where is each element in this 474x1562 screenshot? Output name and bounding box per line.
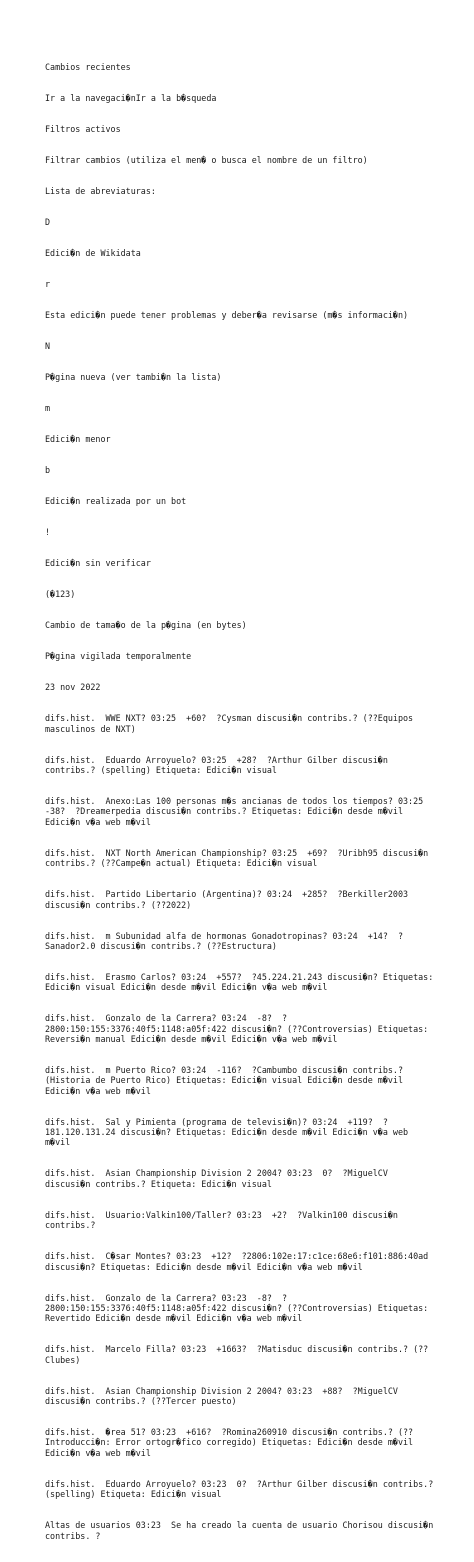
abbr-new-page-label: P�gina nueva (ver tambi�n la lista)	[45, 372, 222, 382]
active-filters-heading: Filtros activos	[45, 123, 121, 134]
change-entry[interactable]: difs.hist. NXT North American Championship? 03:25 +69? ?Uribh95 discusi�n contribs.? (??Campe�n actual) Etiqueta: Edici�n visual	[45, 847, 434, 869]
user-creation-entry[interactable]: Altas de usuarios 03:23 Se ha creado la cuenta de usuario Chorisou discusi�n contribs. ?	[45, 1520, 439, 1541]
change-entry[interactable]: difs.hist. Sal y Pimienta (programa de televisi�n)? 03:24 +119? ?181.120.131.24 discusi�n? Etiquetas: Edici�n desde m�vil Edici�n v�a web m�vil	[45, 1116, 414, 1148]
abbr-wikidata-label: Edici�n de Wikidata	[45, 247, 141, 258]
page-title: Cambios recientes	[45, 61, 131, 72]
document-text	[45, 41, 439, 1562]
change-entry[interactable]: difs.hist. WWE NXT? 03:25 +60? ?Cysman discusi�n contribs.? (??Equipos masculinos de NXT)	[45, 713, 419, 734]
change-entry[interactable]: difs.hist. Erasmo Carlos? 03:24 +557? ?45.224.21.243 discusi�n? Etiquetas: Edici�n visual Edici�n desde m�vil Edici�n v�a web m�vil	[45, 971, 439, 993]
abbr-minor-symbol: m	[45, 403, 51, 414]
abbr-unverified-label: Edici�n sin verificar	[45, 558, 151, 569]
abbr-size-label: Cambio de tama�o de la p�gina (en bytes)	[45, 620, 247, 631]
abbr-problem-symbol: r	[45, 278, 51, 289]
change-entry[interactable]: difs.hist. m Puerto Rico? 03:24 -116? ?Cambumbo discusi�n contribs.? (Historia de Puerto Rico) Etiquetas: Edici�n visual Edici�n desde m�vil Edici�n v�a web m�vil	[45, 1065, 409, 1096]
abbr-size-symbol: (�123)	[45, 589, 76, 600]
change-entry[interactable]: difs.hist. Eduardo Arroyuelo? 03:25 +28? ?Arthur Gilber discusi�n contribs.? (spelling) Etiqueta: Edici�n visual	[45, 754, 393, 776]
abbr-minor-label: Edici�n menor	[45, 434, 111, 445]
change-entry[interactable]: difs.hist. Partido Libertario (Argentina)? 03:24 +285? ?Berkiller2003 discusi�n contribs.? (??2022)	[45, 889, 414, 910]
abbr-new-page-symbol: N	[45, 340, 51, 351]
change-entry[interactable]: difs.hist. Gonzalo de la Carrera? 03:24 -8? ?2800:150:155:3376:40f5:1148:a05f:422 discusi�n? (??Controversias) Etiquetas: Reversi�n manual Edici�n desde m�vil Edici�n v�a web m�vil	[45, 1013, 434, 1044]
change-entry[interactable]: difs.hist. m Subunidad alfa de hormonas Gonadotropinas? 03:24 +14? ?Sanador2.0 discusi�n contribs.? (??Estructura)	[45, 930, 403, 951]
change-entry[interactable]: difs.hist. Eduardo Arroyuelo? 03:23 0? ?Arthur Gilber discusi�n contribs.? (spelling) Etiqueta: Edici�n visual	[45, 1478, 439, 1500]
skip-links[interactable]: Ir a la navegaci�nIr a la b�squeda	[45, 92, 217, 103]
change-entry[interactable]: difs.hist. C�sar Montes? 03:23 +12? ?2806:102e:17:c1ce:68e6:f101:886:40ad discusi�n? Etiquetas: Edici�n desde m�vil Edici�n v�a web m�vil	[45, 1251, 434, 1272]
date-heading: 23 nov 2022	[45, 682, 101, 693]
change-entry[interactable]: difs.hist. Asian Championship Division 2 2004? 03:23 0? ?MiguelCV discusi�n contribs.? Etiqueta: Edici�n visual	[45, 1168, 393, 1189]
abbr-bot-label: Edici�n realizada por un bot	[45, 496, 187, 507]
abbr-bot-symbol: b	[45, 465, 51, 476]
change-entry[interactable]: difs.hist. �rea 51? 03:23 +616? ?Romina260910 discusi�n contribs.? (??Introducci�n: Error ortogr�fico corregido) Etiquetas: Edici�n desde m�vil Edici�n v�a web m�vil	[45, 1427, 419, 1458]
abbr-unverified-symbol: !	[45, 527, 51, 538]
abbr-wikidata-symbol: D	[45, 216, 51, 227]
change-entry[interactable]: difs.hist. Gonzalo de la Carrera? 03:23 -8? ?2800:150:155:3376:40f5:1148:a05f:422 discusi�n? (??Controversias) Etiquetas: Revertido Edici�n desde m�vil Edici�n v�a web m�vil	[45, 1292, 434, 1324]
change-entry[interactable]: difs.hist. Asian Championship Division 2 2004? 03:23 +88? ?MiguelCV discusi�n contribs.? (??Tercer puesto)	[45, 1385, 403, 1407]
change-entry[interactable]: difs.hist. Anexo:Las 100 personas m�s ancianas de todos los tiempos? 03:25 -38? ?Dreamerpedia discusi�n contribs.? Etiquetas: Edici�n desde m�vil Edici�n v�a web m�vil	[45, 796, 434, 827]
abbr-watched-label: P�gina vigilada temporalmente	[45, 651, 192, 662]
abbreviations-heading: Lista de abreviaturas:	[45, 185, 156, 196]
abbr-problem-label: Esta edici�n puede tener problemas y deber�a revisarse (m�s informaci�n)	[45, 309, 409, 320]
filter-changes-hint: Filtrar cambios (utiliza el men� o busca el nombre de un filtro)	[45, 154, 368, 165]
change-entry[interactable]: difs.hist. Usuario:Valkin100/Taller? 03:23 +2? ?Valkin100 discusi�n contribs.?	[45, 1209, 403, 1231]
change-entry[interactable]: difs.hist. Marcelo Filla? 03:23 +1663? ?Matisduc discusi�n contribs.? (??Clubes)	[45, 1344, 429, 1365]
